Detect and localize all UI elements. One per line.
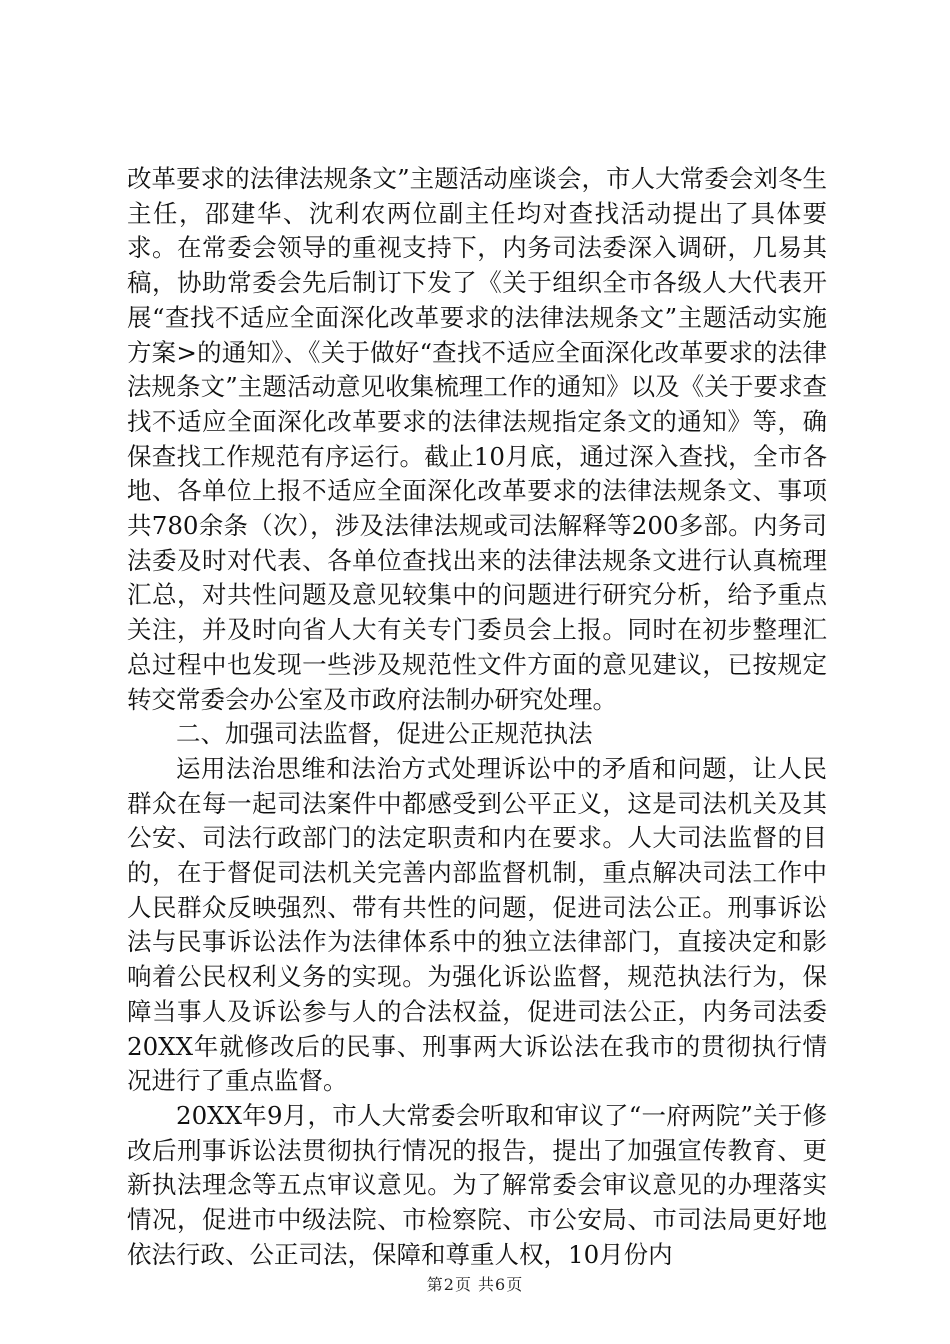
document-body (127, 162, 827, 1273)
paragraph-continuation: 改革要求的法律法规条文”主题活动座谈会，市人大常委会刘冬生主任，邵建华、沈利农两位副主任均对查找活动提出了具体要求。在常委会领导的重视支持下，内务司法委深入调研，几易其稿，协助常委会先后制订下发了《关于组织全市各级人大代表开展“查找不适应全面深化改革要求的法律法规条文”主题活动实施方案>的通知》、《关于做好“查找不适应全面深化改革要求的法律法规条文”主题活动意见收集梳理工作的通知》以及《关于要求查找不适应全面深化改革要求的法律法规指定条文的通知》等，确保查找工作规范有序运行。截止10月底，通过深入查找，全市各地、各单位上报不适应全面深化改革要求的法律法规条文、事项共780余条（次），涉及法律法规或司法解释等200多部。内务司法委及时对代表、各单位查找出来的法律法规条文进行认真梳理汇总，对共性问题及意见较集中的问题进行研究分析，给予重点关注，并及时向省人大有关专门委员会上报。同时在初步整理汇总过程中也发现一些涉及规范性文件方面的意见建议，已按规定转交常委会办公室及市政府法制办研究处理。 (127, 164, 827, 714)
page-footer: 第2页 共6页 (426, 1275, 524, 1294)
paragraph-judicial-supervision: 运用法治思维和法治方式处理诉讼中的矛盾和问题，让人民群众在每一起司法案件中都感受到公平正义，这是司法机关及其公安、司法行政部门的法定职责和内在要求。人大司法监督的目的，在于督促司法机关完善内部监督机制，重点解决司法工作中人民群众反映强烈、带有共性的问题，促进司法公正。刑事诉讼法与民事诉讼法作为法律体系中的独立法律部门，直接决定和影响着公民权利义务的实现。为强化诉讼监督，规范执法行为，保障当事人及诉讼参与人的合法权益，促进司法公正，内务司法委20XX年就修改后的民事、刑事两大诉讼法在我市的贯彻执行情况进行了重点监督。 (127, 753, 827, 1096)
section-heading: 二、加强司法监督，促进公正规范执法 (176, 719, 593, 749)
paragraph-criminal-procedure-review: 20XX年9月，市人大常委会听取和审议了“一府两院”关于修改后刑事诉讼法贯彻执行情况的报告，提出了加强宣传教育、更新执法理念等五点审议意见。为了解常委会审议意见的办理落实情况，促进市中级法院、市检察院、市公安局、市司法局更好地依法行政、公正司法，保障和尊重人权，10月份内 (127, 1100, 827, 1269)
